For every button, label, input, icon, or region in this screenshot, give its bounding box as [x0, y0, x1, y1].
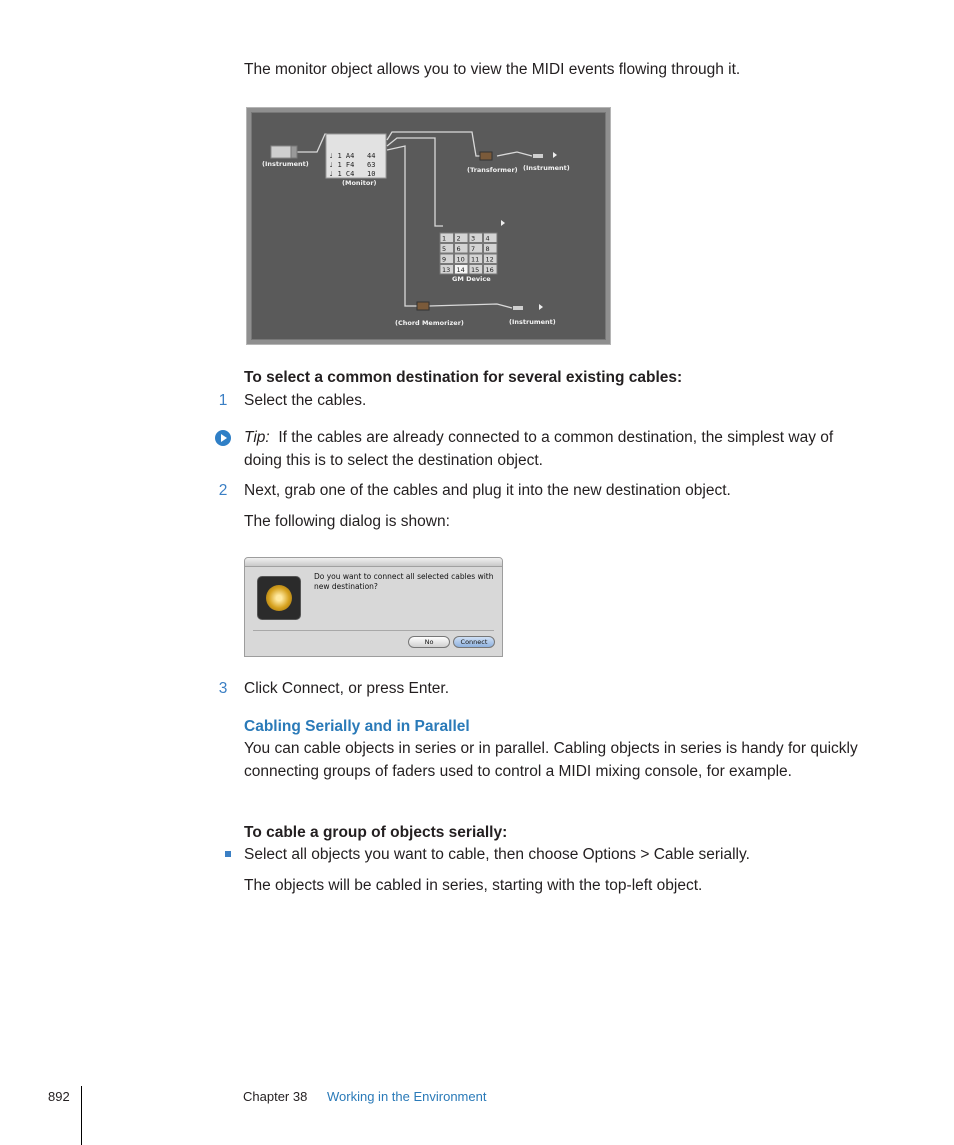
- environment-screenshot: [246, 107, 611, 345]
- environment-diagram: [247, 108, 612, 346]
- connect-dialog-screenshot: [244, 557, 503, 657]
- dialog-message: Do you want to connect all selected cables with new destination?: [314, 572, 494, 591]
- svg-text:10: 10: [367, 170, 376, 178]
- gm-channel-label: 4: [485, 234, 490, 243]
- gm-channel-label: 12: [485, 255, 494, 264]
- gm-channel-label: 10: [456, 255, 465, 264]
- step-text: Click Connect, or press Enter.: [244, 680, 450, 697]
- svg-text:44: 44: [367, 152, 376, 160]
- gm-channel-label: 13: [442, 266, 451, 274]
- footer-rule: [81, 1086, 82, 1145]
- gm-channel-label: 5: [442, 245, 447, 253]
- gm-channel-label: 11: [471, 255, 480, 264]
- heading-cable-serially: To cable a group of objects serially:: [244, 824, 508, 841]
- gm-channel-label: 7: [471, 245, 476, 253]
- bullet-marker: [225, 851, 231, 857]
- dialog-titlebar: [245, 558, 502, 567]
- step-number: 3: [218, 680, 228, 697]
- step-text: Select the cables.: [244, 392, 367, 409]
- gm-device-grid: [440, 233, 497, 274]
- gm-channel-label: 6: [456, 245, 461, 253]
- footer-chapter: Chapter 38: [243, 1089, 308, 1104]
- tip-text: If the cables are already connected to a common destination, the simplest way of doing this is to select the destination object.: [244, 429, 834, 469]
- following-text: The following dialog is shown:: [244, 513, 450, 530]
- heading-common-destination: To select a common destination for several existing cables:: [244, 369, 683, 386]
- step-number: 1: [218, 392, 228, 409]
- transformer-label: (Transformer): [467, 166, 518, 174]
- gm-channel-label: 8: [485, 245, 490, 253]
- footer-chapter-title: Working in the Environment: [327, 1089, 487, 1104]
- gm-channel-label: 3: [471, 234, 476, 243]
- tip-arrow-icon: [215, 430, 231, 446]
- page-number: 892: [48, 1089, 70, 1104]
- section-body: You can cable objects in series or in parallel. Cabling objects in series is handy for quickly connecting groups of faders used to control a MIDI mixing console, for example.: [244, 740, 858, 780]
- step-number: 2: [218, 482, 228, 499]
- svg-text:♩ 1 F4: ♩ 1 F4: [329, 161, 355, 169]
- monitor-rows: [329, 152, 375, 178]
- instrument-right-label: (Instrument): [523, 164, 570, 172]
- monitor-label: (Monitor): [342, 179, 377, 187]
- intro-text: The monitor object allows you to view the MIDI events flowing through it.: [244, 61, 741, 78]
- tip-label: Tip:: [244, 429, 270, 446]
- step-text: Next, grab one of the cables and plug it into the new destination object.: [244, 482, 731, 499]
- svg-text:63: 63: [367, 161, 376, 169]
- gm-channel-label: 15: [471, 266, 480, 274]
- logic-app-icon: [257, 576, 301, 620]
- bullet-text: Select all objects you want to cable, then choose Options > Cable serially.: [244, 846, 750, 863]
- section-title: Cabling Serially and in Parallel: [244, 718, 470, 735]
- gm-channel-label: 16: [485, 266, 494, 274]
- gm-channel-label: 14: [456, 266, 465, 274]
- tip-paragraph: [244, 426, 864, 472]
- chord-memorizer-label: (Chord Memorizer): [395, 319, 464, 327]
- gm-channel-label: 2: [456, 234, 461, 243]
- result-text: The objects will be cabled in series, starting with the top-left object.: [244, 877, 703, 894]
- gm-device-label: GM Device: [452, 275, 491, 283]
- gm-channel-label: 1: [442, 234, 447, 243]
- no-button[interactable]: No: [408, 636, 450, 648]
- gm-channel-label: 9: [442, 255, 447, 264]
- instrument-left-label: (Instrument): [262, 160, 309, 168]
- dialog-divider: [253, 630, 494, 631]
- svg-text:♩ 1 A4: ♩ 1 A4: [329, 152, 355, 160]
- connect-button[interactable]: Connect: [453, 636, 495, 648]
- instrument-bottom-label: (Instrument): [509, 318, 556, 326]
- svg-text:♩ 1 C4: ♩ 1 C4: [329, 170, 355, 178]
